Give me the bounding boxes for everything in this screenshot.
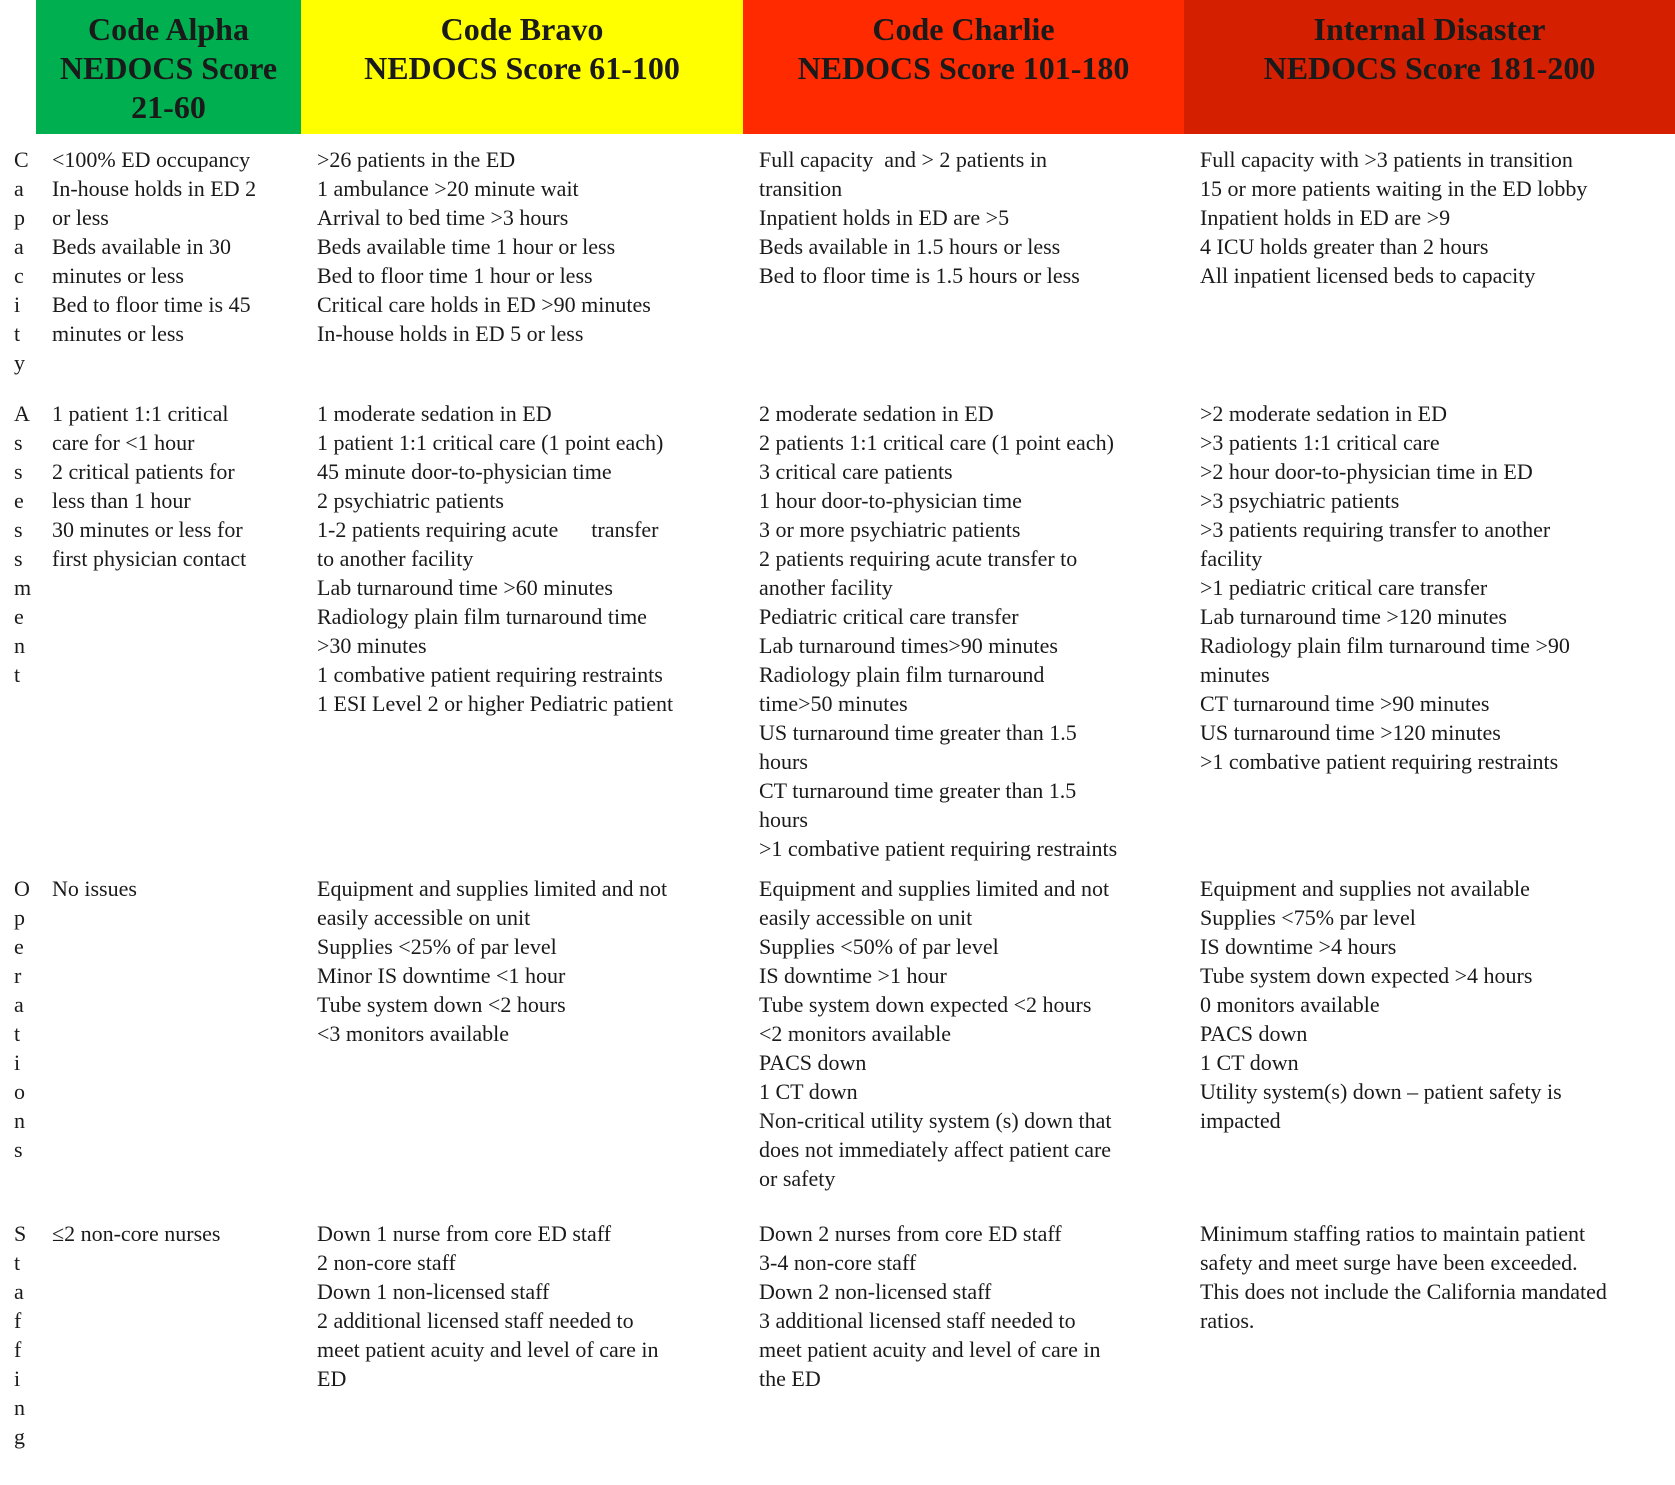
cell-line: safety and meet surge have been exceeded.	[1200, 1250, 1578, 1275]
cell-line: <2 monitors available	[759, 1021, 952, 1046]
row-label-letter: s	[14, 546, 23, 571]
cell-line: minutes or less	[52, 321, 184, 346]
capacity-alpha-cell	[36, 134, 301, 388]
row-label-letter: s	[14, 459, 23, 484]
assessment-bravo-cell	[301, 388, 743, 863]
cell-line: does not immediately affect patient care	[759, 1137, 1112, 1162]
row-label-assessment	[0, 388, 36, 863]
row-label-letter: a	[14, 1279, 24, 1304]
cell-line: NEDOCS Score 61-100	[364, 50, 680, 86]
cell-line: Beds available time 1 hour or less	[317, 234, 616, 259]
staffing-charlie-cell	[743, 1208, 1184, 1485]
header-code-alpha	[36, 0, 301, 134]
cell-line: 1 patient 1:1 critical care (1 point each)	[317, 430, 664, 455]
cell-line: Code Alpha	[88, 11, 249, 47]
operations-alpha-cell	[36, 863, 301, 1208]
cell-line: >3 psychiatric patients	[1200, 488, 1400, 513]
row-label-letter: m	[14, 575, 32, 600]
cell-line: 2 psychiatric patients	[317, 488, 504, 513]
row-label-letter: e	[14, 604, 24, 629]
cell-line: hours	[759, 807, 808, 832]
cell-line: No issues	[52, 876, 137, 901]
cell-line: 1-2 patients requiring acute transfer	[317, 517, 659, 542]
cell-line: >1 combative patient requiring restraints	[759, 836, 1118, 861]
cell-line: >1 pediatric critical care transfer	[1200, 575, 1488, 600]
cell-line: Lab turnaround times>90 minutes	[759, 633, 1058, 658]
cell-line: Down 1 non-licensed staff	[317, 1279, 550, 1304]
cell-line: <3 monitors available	[317, 1021, 510, 1046]
cell-line: Radiology plain film turnaround time	[317, 604, 647, 629]
cell-line: 45 minute door-to-physician time	[317, 459, 612, 484]
cell-line: This does not include the California mandated	[1200, 1279, 1607, 1304]
cell-line: Code Charlie	[872, 11, 1055, 47]
row-label-letter: n	[14, 633, 25, 658]
cell-line: 15 or more patients waiting in the ED lobby	[1200, 176, 1588, 201]
operations-disaster-cell	[1184, 863, 1675, 1208]
cell-line: IS downtime >1 hour	[759, 963, 947, 988]
cell-line: first physician contact	[52, 546, 247, 571]
row-label-letter: t	[14, 1250, 21, 1275]
cell-line: 2 patients requiring acute transfer to	[759, 546, 1078, 571]
cell-line: to another facility	[317, 546, 474, 571]
cell-line: transition	[759, 176, 843, 201]
cell-line: Beds available in 30	[52, 234, 232, 259]
cell-line: Bed to floor time is 1.5 hours or less	[759, 263, 1080, 288]
row-label-letter: e	[14, 488, 24, 513]
row-label-letter: A	[14, 401, 30, 426]
cell-line: 2 patients 1:1 critical care (1 point each)	[759, 430, 1114, 455]
row-label-letter: C	[14, 147, 29, 172]
cell-line: minutes	[1200, 662, 1270, 687]
cell-line: Arrival to bed time >3 hours	[317, 205, 569, 230]
cell-line: 1 CT down	[759, 1079, 858, 1104]
cell-line: All inpatient licensed beds to capacity	[1200, 263, 1536, 288]
cell-line: NEDOCS Score	[59, 50, 278, 86]
cell-line: Utility system(s) down – patient safety is	[1200, 1079, 1562, 1104]
cell-line: Inpatient holds in ED are >9	[1200, 205, 1451, 230]
cell-line: 2 moderate sedation in ED	[759, 401, 994, 426]
cell-line: facility	[1200, 546, 1263, 571]
staffing-bravo-cell	[301, 1208, 743, 1485]
cell-line: >3 patients requiring transfer to another	[1200, 517, 1551, 542]
row-label-letter: r	[14, 963, 22, 988]
cell-line: 1 ambulance >20 minute wait	[317, 176, 579, 201]
cell-line: 1 CT down	[1200, 1050, 1299, 1075]
row-label-letter: s	[14, 430, 23, 455]
cell-line: meet patient acuity and level of care in	[759, 1337, 1101, 1362]
row-label-letter: f	[14, 1337, 22, 1362]
row-label-letter: S	[14, 1221, 27, 1246]
cell-line: >30 minutes	[317, 633, 427, 658]
staffing-alpha-cell	[36, 1208, 301, 1485]
cell-line: 1 hour door-to-physician time	[759, 488, 1022, 513]
cell-line: Inpatient holds in ED are >5	[759, 205, 1010, 230]
cell-line: PACS down	[759, 1050, 867, 1075]
cell-line: 21-60	[131, 89, 206, 125]
cell-line: US turnaround time >120 minutes	[1200, 720, 1501, 745]
cell-line: Equipment and supplies limited and not	[317, 876, 668, 901]
cell-line: 30 minutes or less for	[52, 517, 243, 542]
row-label-letter: n	[14, 1395, 25, 1420]
row-label-letter: i	[14, 1366, 21, 1391]
cell-line: >1 combative patient requiring restraints	[1200, 749, 1559, 774]
header-code-bravo	[301, 0, 743, 134]
header-code-charlie	[743, 0, 1184, 134]
cell-line: Non-critical utility system (s) down that	[759, 1108, 1112, 1133]
cell-line: 3 or more psychiatric patients	[759, 517, 1021, 542]
cell-line: CT turnaround time >90 minutes	[1200, 691, 1490, 716]
cell-line: 2 critical patients for	[52, 459, 235, 484]
cell-line: US turnaround time greater than 1.5	[759, 720, 1077, 745]
cell-line: Tube system down expected >4 hours	[1200, 963, 1533, 988]
cell-line: >2 moderate sedation in ED	[1200, 401, 1448, 426]
cell-line: Full capacity and > 2 patients in	[759, 147, 1047, 172]
cell-line: Bed to floor time is 45	[52, 292, 251, 317]
cell-line: 0 monitors available	[1200, 992, 1380, 1017]
cell-line: 1 combative patient requiring restraints	[317, 662, 663, 687]
cell-line: >26 patients in the ED	[317, 147, 516, 172]
cell-line: the ED	[759, 1366, 821, 1391]
assessment-alpha-cell	[36, 388, 301, 863]
cell-line: or less	[52, 205, 109, 230]
row-label-letter: o	[14, 1079, 25, 1104]
row-label-letter: t	[14, 321, 21, 346]
cell-line: Lab turnaround time >60 minutes	[317, 575, 613, 600]
cell-line: Equipment and supplies not available	[1200, 876, 1530, 901]
cell-line: Down 2 non-licensed staff	[759, 1279, 992, 1304]
row-label-letter: e	[14, 934, 24, 959]
row-label-letter: t	[14, 1021, 21, 1046]
capacity-bravo-cell	[301, 134, 743, 388]
cell-line: ED	[317, 1366, 347, 1391]
header-corner	[0, 0, 36, 134]
row-label-capacity	[0, 134, 36, 388]
row-label-staffing	[0, 1208, 36, 1485]
cell-line: Full capacity with >3 patients in transition	[1200, 147, 1573, 172]
cell-line: 2 non-core staff	[317, 1250, 456, 1275]
cell-line: or safety	[759, 1166, 836, 1191]
cell-line: Tube system down expected <2 hours	[759, 992, 1092, 1017]
cell-line: Minor IS downtime <1 hour	[317, 963, 566, 988]
row-label-letter: s	[14, 517, 23, 542]
row-label-letter: a	[14, 176, 24, 201]
cell-line: PACS down	[1200, 1021, 1308, 1046]
cell-line: another facility	[759, 575, 893, 600]
cell-line: Tube system down <2 hours	[317, 992, 566, 1017]
cell-line: Supplies <25% of par level	[317, 934, 557, 959]
row-label-letter: f	[14, 1308, 22, 1333]
cell-line: In-house holds in ED 2	[52, 176, 257, 201]
row-label-letter: s	[14, 1137, 23, 1162]
row-label-letter: p	[14, 205, 25, 230]
cell-line: easily accessible on unit	[317, 905, 531, 930]
cell-line: 3-4 non-core staff	[759, 1250, 917, 1275]
cell-line: care for <1 hour	[52, 430, 195, 455]
row-label-letter: c	[14, 263, 24, 288]
row-label-operations	[0, 863, 36, 1208]
cell-line: IS downtime >4 hours	[1200, 934, 1397, 959]
row-label-letter: a	[14, 992, 24, 1017]
cell-line: 1 ESI Level 2 or higher Pediatric patient	[317, 691, 674, 716]
cell-line: less than 1 hour	[52, 488, 191, 513]
row-label-letter: a	[14, 234, 24, 259]
staffing-disaster-cell	[1184, 1208, 1675, 1485]
row-label-letter: O	[14, 876, 30, 901]
cell-line: ≤2 non-core nurses	[52, 1221, 221, 1246]
cell-line: Minimum staffing ratios to maintain patient	[1200, 1221, 1586, 1246]
cell-line: CT turnaround time greater than 1.5	[759, 778, 1077, 803]
cell-line: 2 additional licensed staff needed to	[317, 1308, 634, 1333]
cell-line: Bed to floor time 1 hour or less	[317, 263, 593, 288]
cell-line: easily accessible on unit	[759, 905, 973, 930]
cell-line: >3 patients 1:1 critical care	[1200, 430, 1440, 455]
row-label-letter: g	[14, 1424, 25, 1449]
cell-line: Pediatric critical care transfer	[759, 604, 1019, 629]
row-label-letter: i	[14, 292, 21, 317]
row-label-letter: t	[14, 662, 21, 687]
cell-line: Code Bravo	[440, 11, 604, 47]
cell-line: Down 1 nurse from core ED staff	[317, 1221, 612, 1246]
cell-line: impacted	[1200, 1108, 1281, 1133]
row-label-letter: y	[14, 350, 25, 375]
capacity-disaster-cell	[1184, 134, 1675, 388]
cell-line: Down 2 nurses from core ED staff	[759, 1221, 1062, 1246]
cell-line: >2 hour door-to-physician time in ED	[1200, 459, 1533, 484]
cell-line: minutes or less	[52, 263, 184, 288]
cell-line: time>50 minutes	[759, 691, 908, 716]
cell-line: Supplies <50% of par level	[759, 934, 999, 959]
cell-line: 3 additional licensed staff needed to	[759, 1308, 1076, 1333]
cell-line: Beds available in 1.5 hours or less	[759, 234, 1061, 259]
row-label-letter: p	[14, 905, 25, 930]
header-internal-disaster	[1184, 0, 1675, 134]
cell-line: hours	[759, 749, 808, 774]
cell-line: Lab turnaround time >120 minutes	[1200, 604, 1507, 629]
capacity-charlie-cell	[743, 134, 1184, 388]
cell-line: Radiology plain film turnaround	[759, 662, 1045, 687]
assessment-disaster-cell	[1184, 388, 1675, 863]
row-label-letter: n	[14, 1108, 25, 1133]
cell-line: 1 moderate sedation in ED	[317, 401, 552, 426]
row-label-letter: i	[14, 1050, 21, 1075]
cell-line: Equipment and supplies limited and not	[759, 876, 1110, 901]
operations-charlie-cell	[743, 863, 1184, 1208]
operations-bravo-cell	[301, 863, 743, 1208]
cell-line: meet patient acuity and level of care in	[317, 1337, 659, 1362]
cell-line: 3 critical care patients	[759, 459, 953, 484]
cell-line: Internal Disaster	[1313, 11, 1546, 47]
cell-line: NEDOCS Score 101-180	[797, 50, 1130, 86]
cell-line: 1 patient 1:1 critical	[52, 401, 229, 426]
cell-line: 4 ICU holds greater than 2 hours	[1200, 234, 1489, 259]
cell-line: Radiology plain film turnaround time >90	[1200, 633, 1570, 658]
cell-line: <100% ED occupancy	[52, 147, 251, 172]
cell-line: Supplies <75% par level	[1200, 905, 1416, 930]
assessment-charlie-cell	[743, 388, 1184, 863]
cell-line: NEDOCS Score 181-200	[1263, 50, 1596, 86]
cell-line: ratios.	[1200, 1308, 1255, 1333]
cell-line: In-house holds in ED 5 or less	[317, 321, 584, 346]
cell-line: Critical care holds in ED >90 minutes	[317, 292, 651, 317]
